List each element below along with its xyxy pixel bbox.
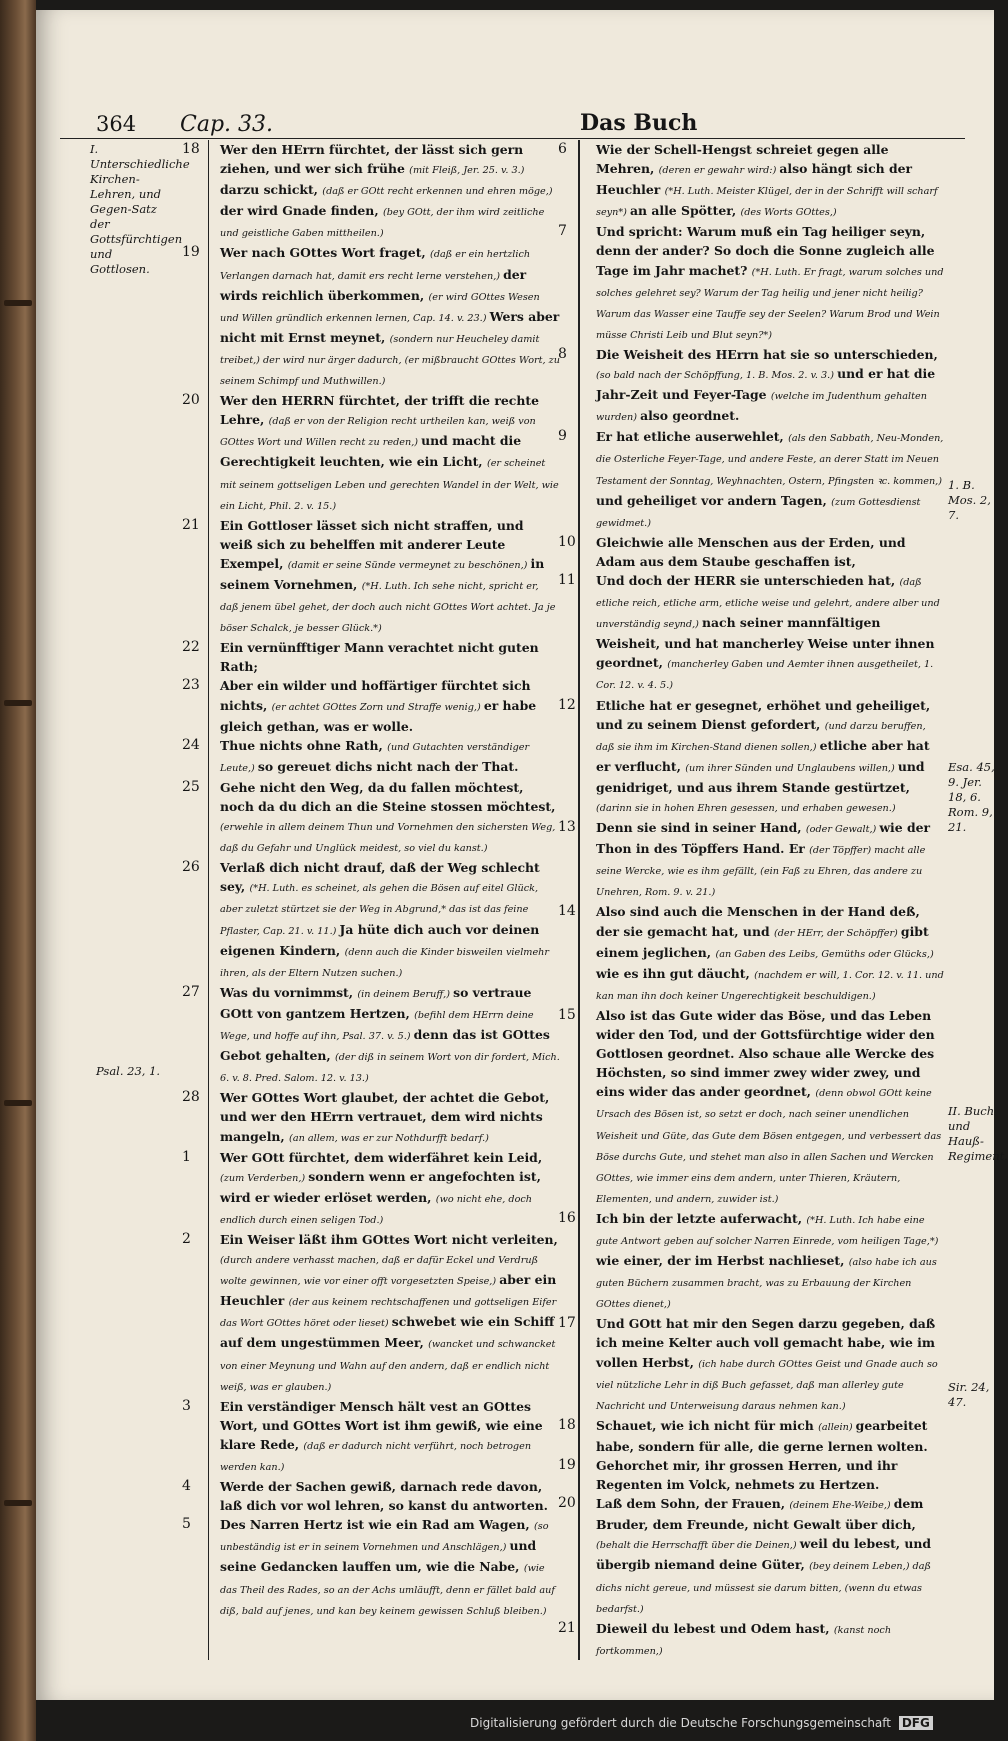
- verse-text: Und spricht: Warum muß ein Tag heiliger seyn, denn der ander? So doch die Sonne zugleich alle Tage im Jahr machet?: [596, 224, 935, 278]
- verse: [558, 427, 944, 532]
- verse-gloss: (an Gaben des Leibs, Gemüths oder Glücks,): [715, 948, 934, 960]
- verse-gloss: (bey deinem Leben,) daß dichs nicht gereue, und müssest sie darum bitten, (wenn du etwas bedarfst.): [596, 1561, 931, 1615]
- verse-gloss: (befihl dem HErrn deine Wege, und hoffe auf ihn, Psal. 37. v. 5.): [220, 1009, 534, 1043]
- verse-gloss: (welche im Judenthum gehalten wurden): [596, 391, 927, 424]
- verse: [182, 1088, 560, 1147]
- verse: [182, 140, 560, 243]
- verse-text: wie der Thon in des Töpffers Hand.: [596, 820, 931, 857]
- verse-number: 24: [182, 736, 200, 753]
- verse-gloss: (wo nicht ehe, doch endlich durch einen seligen Tod.): [220, 1193, 533, 1226]
- verse: [558, 818, 944, 902]
- verse-text: Laß dem Sohn, der Frauen,: [596, 1496, 790, 1512]
- verse-text: Etliche hat er gesegnet, erhöhet und geheiliget, und zu seinem Dienst gefordert,: [596, 697, 931, 732]
- verse-number: 2: [182, 1230, 191, 1247]
- verse: [558, 140, 944, 222]
- verse: [182, 1477, 560, 1515]
- verse-text: Ein Weiser läßt ihm GOttes Wort nicht verleiten,: [220, 1231, 558, 1247]
- verse-gloss: (damit er seine Sünde vermeynet zu beschönen,): [287, 559, 531, 571]
- verse: [558, 533, 944, 571]
- page-number: 364: [96, 112, 137, 136]
- verse-gloss: (deinem Ehe-Weibe,): [789, 1500, 894, 1512]
- verse-gloss: (wancket und schwancket von einer Meynung und Wahn auf den andern, daß er endlich nicht weiß, was er glauben.): [220, 1339, 556, 1393]
- verse-gloss: (daß er dadurch nicht verführt, noch betrogen werden kan.): [220, 1440, 532, 1473]
- verse-text: also geordnet.: [640, 408, 740, 424]
- verse-text: Also sind auch die Menschen in der Hand deß, der sie gemacht hat, und: [596, 904, 920, 939]
- verse: [558, 696, 944, 819]
- verse-gloss: (behalt die Herrschafft über die Deinen,): [596, 1540, 800, 1552]
- verse-text: so gereuet dichs nicht nach der That.: [257, 758, 519, 774]
- verse-text: denn das ist GOttes Gebot gehalten,: [220, 1027, 550, 1064]
- verse-number: 11: [558, 571, 576, 588]
- verse: [558, 1209, 944, 1314]
- verse: [182, 1515, 560, 1620]
- verse: [558, 1416, 944, 1456]
- verse-gloss: (in deinem Beruff,): [357, 988, 454, 1000]
- verse-gloss: (daß er GOtt recht erkennen und ehren möge,): [322, 186, 553, 198]
- running-header: [60, 108, 965, 139]
- verse-gloss: (nachdem er will, 1. Cor. 12. v. 11. und kan man ihn doch keiner Ungerechtigkeit beschuldigen.): [596, 969, 944, 1002]
- verse-number: 26: [182, 859, 200, 876]
- verse-number: 12: [558, 696, 576, 713]
- verse-gloss: (der aus keinem rechtschaffenen und gottseligen Eifer das Wort GOttes höret oder lieset): [220, 1297, 557, 1330]
- verse: [182, 858, 560, 983]
- verse-text: Gehe nicht den Weg, da du fallen möchtest, noch da du dich an die Steine stossen möchtest,: [220, 779, 556, 814]
- digitization-credit: [470, 1716, 933, 1730]
- verse-gloss: (er scheinet mit seinem gottseligen Leben und gerechten Wandel in der Welt, wie ein Licht, Phil. 2. v. 15.): [220, 458, 559, 512]
- right-margin-note-3: II. Buch und Hauß-Regiment.: [948, 1104, 1008, 1163]
- verse-number: 28: [182, 1089, 200, 1106]
- verse-gloss: (*H. Luth. Ich sehe nicht, spricht er, daß jenem übel gehet, der doch auch nicht GOttes Wort achtet. Ja je böser Schalck, je besser Glück.*): [220, 580, 556, 635]
- verse-text: Verlaß dich nicht drauf, daß der Weg schlecht sey,: [220, 860, 540, 895]
- verse-text: Ein vernünfftiger Mann verachtet nicht guten Rath;: [220, 640, 539, 675]
- verse-gloss: (zum Gottesdienst gewidmet.): [596, 496, 921, 529]
- verse-text: gibt einem jeglichen,: [596, 923, 929, 960]
- verse: [182, 516, 560, 639]
- verse-number: 20: [182, 392, 200, 409]
- verse-number: 3: [182, 1397, 191, 1414]
- verse-number: 27: [182, 983, 200, 1000]
- verse-number: 18: [558, 1416, 576, 1433]
- verse-text: an alle Spötter,: [630, 203, 741, 219]
- verse: [182, 243, 560, 391]
- verse-text: aber ein Heuchler: [220, 1272, 557, 1309]
- verse-number: 23: [182, 677, 200, 694]
- verse-text: Schauet, wie ich nicht für mich: [596, 1417, 819, 1433]
- verse-text: Werde der Sachen gewiß, darnach rede davon, laß dich vor wol lehren, so kanst du antworten.: [220, 1479, 548, 1514]
- verse-gloss: (allein): [818, 1421, 856, 1433]
- verse-number: 7: [558, 223, 567, 240]
- verse-text: und genidriget, und aus ihrem Stande gestürtzet,: [596, 758, 925, 795]
- verse-number: 17: [558, 1315, 576, 1332]
- verse-gloss: (an allem, was er zur Nothdurfft bedarf.): [289, 1132, 489, 1144]
- verse-text: Und doch der HERR sie unterschieden hat,: [596, 572, 900, 588]
- verse-number: 25: [182, 778, 200, 795]
- verse-text: Wer GOtt fürchtet, dem widerfähret kein Leid,: [220, 1149, 543, 1165]
- verse-text: Dieweil du lebest und Odem hast,: [596, 1620, 834, 1636]
- verse: [558, 1006, 944, 1209]
- verse-text: Wie der Schell-Hengst schreiet gegen alle Mehren,: [596, 142, 889, 177]
- verse-text: Wer den HERRN fürchtet, der trifft die rechte Lehre,: [220, 393, 539, 428]
- verse: [558, 1494, 944, 1619]
- verse-text: Wer GOttes Wort glaubet, der achtet die Gebot, und wer den HErrn vertrauet, dem wird nichts mangeln,: [220, 1090, 550, 1144]
- verse-gloss: (mancherley Gaben und Aemter ihnen ausgetheilet, 1. Cor. 12. v. 4. 5.): [596, 659, 934, 692]
- verse-text: darzu schickt,: [220, 182, 323, 198]
- verse: [558, 902, 944, 1005]
- verse-text: weil du lebest, und übergib niemand deine Güter,: [596, 1536, 932, 1573]
- verse: [182, 983, 560, 1088]
- verse-number: 21: [558, 1619, 576, 1636]
- verse-text: Was du vornimmst,: [220, 984, 358, 1000]
- verse-number: 9: [558, 428, 567, 445]
- verse-text: und er hat die Jahr-Zeit und Feyer-Tage: [596, 366, 936, 403]
- verse-text: gearbeitet habe, sondern für alle, die gerne lernen wolten.: [596, 1417, 928, 1454]
- dfg-logo: DFG: [899, 1716, 933, 1730]
- verse-number: 22: [182, 639, 200, 656]
- verse-text: Wer den HErrn fürchtet, der lässt sich gern ziehen, und wer sich frühe: [220, 142, 524, 177]
- right-margin-note-2: Esa. 45, 9. Jer. 18, 6. Rom. 9, 21.: [948, 760, 995, 834]
- verse-gloss: (er wird GOttes Wesen und Willen gründlich erkennen lernen, Cap. 14. v. 23.): [220, 291, 540, 324]
- verse-text: und macht die Gerechtigkeit leuchten, wie ein Licht,: [220, 433, 522, 470]
- verse-text: Denn sie sind in seiner Hand,: [596, 820, 806, 836]
- verse-text: Er: [788, 841, 810, 857]
- verse-text: der wirds reichlich überkommen,: [220, 266, 527, 303]
- verse-gloss: (deren er gewahr wird:): [658, 165, 780, 177]
- verse-text: Ja hüte dich auch vor deinen eigenen Kindern,: [220, 921, 540, 958]
- verse-gloss: (wie das Theil des Rades, so an der Achs umläufft, denn er fället bald auf diß, bald auf jenes, und kan bey keinem gewissen Schluß bleiben.): [220, 1563, 555, 1617]
- verse-text: sondern wenn er angefochten ist, wird er wieder erlöset werden,: [220, 1168, 541, 1205]
- verse-gloss: (er achtet GOttes Zorn und Straffe wenig,): [271, 701, 484, 713]
- verse-text: in seinem Vornehmen,: [220, 555, 545, 592]
- verse-text: Des Narren Hertz ist wie ein Rad am Wagen,: [220, 1517, 535, 1533]
- verse-gloss: (so unbeständig ist er in seinem Vornehmen und Anschlägen,): [220, 1521, 549, 1554]
- verse-gloss: (bey GOtt, der ihm wird zeitliche und geistliche Gaben mittheilen.): [220, 207, 545, 240]
- verse-text: Ein verständiger Mensch hält vest an GOttes Wort, und GOttes Wort ist ihm gewiß, wie eine klare Rede,: [220, 1398, 543, 1452]
- right-margin-note-1: 1. B. Mos. 2, 7.: [948, 478, 991, 522]
- verse-gloss: (der HErr, der Schöpffer): [773, 927, 901, 939]
- verse-text: also hängt sich der Heuchler: [596, 161, 913, 198]
- verse-number: 4: [182, 1478, 191, 1495]
- book-title: Das Buch: [580, 110, 698, 136]
- verse-text: und seine Gedancken lauffen um, wie die Nabe,: [220, 1538, 537, 1575]
- verse-gloss: (also habe ich aus guten Büchern zusammen bracht, was zu Erbauung der Kirchen GOttes dienet,): [596, 1257, 937, 1311]
- verse-gloss: (denn auch die Kinder bisweilen vielmehr ihren, als der Eltern Nutzen suchen.): [220, 946, 549, 979]
- verse-gloss: (der diß in seinem Wort von dir fordert, Mich. 6. v. 8. Pred. Salom. 12. v. 13.): [220, 1052, 560, 1085]
- verse-gloss: (und Gutachten verständiger Leute,): [220, 741, 530, 774]
- verse: [182, 391, 560, 516]
- verse-number: 21: [182, 516, 200, 533]
- verse: [182, 1397, 560, 1477]
- verse-gloss: (daß er ein hertzlich Verlangen darnach hat, damit ers recht lerne verstehen,): [220, 249, 531, 282]
- verse-text: wie es ihn gut däucht,: [596, 965, 755, 981]
- verse-number: 19: [182, 244, 200, 261]
- verse-number: 13: [558, 819, 576, 836]
- verse-gloss: (kanst noch fortkommen,): [596, 1624, 892, 1657]
- verse: [182, 778, 560, 858]
- verse-gloss: (oder Gewalt,): [805, 824, 880, 836]
- verse: [182, 638, 560, 676]
- verse-gloss: (der Töpffer) macht alle seine Wercke, wie es ihm gefällt, (ein Faß zu Ehren, das andere zu Unehren, Rom. 9. v. 21.): [596, 845, 926, 899]
- verse: [558, 345, 944, 427]
- verse-gloss: (*H. Luth. Er fragt, warum solches und solches gelehret sey? Warum der Tag heilig und jener nicht heilig? Warum das Wasser eine Tauffe sey der Seelen? Warum Brod und Wein müsse Christi Leib und Blut seyn?*): [596, 266, 944, 341]
- verse-number: 18: [182, 141, 200, 157]
- verse-text: Gleichwie alle Menschen aus der Erden, und Adam aus dem Staube geschaffen ist,: [596, 534, 906, 569]
- verse: [558, 222, 944, 345]
- chapter-label: Cap. 33.: [180, 112, 274, 137]
- verse-number: 19: [558, 1457, 576, 1473]
- verse-text: etliche aber hat er verflucht,: [596, 737, 930, 774]
- verse: [558, 1456, 944, 1494]
- verse-gloss: (als den Sabbath, Neu-Monden, die Osterliche Feyer-Tage, und andere Feste, an derer Statt im Neuen Testament der Sonntag, Weyhnachten, Ostern, Pfingsten ꝛc. kommen,): [596, 433, 944, 487]
- verse-text: dem Bruder, dem Freunde, nicht Gewalt über dich,: [596, 1496, 924, 1533]
- verse-gloss: (ich habe durch GOttes Geist und Gnade auch so viel nützliche Lehr in diß Buch gefasset, daß man allerley gute Nachricht und Unterweisung daraus nehmen kan.): [596, 1358, 938, 1412]
- verse-text: Thue nichts ohne Rath,: [220, 737, 388, 753]
- verse-text: und geheiliget vor andern Tagen,: [596, 492, 832, 508]
- verse: [558, 1314, 944, 1415]
- verse-gloss: (zum Verderben,): [220, 1172, 309, 1184]
- verse-gloss: (*H. Luth. Ich habe eine gute Antwort geben auf solcher Narren Einrede, vom heiligen Tage,*): [596, 1214, 939, 1247]
- column-divider-left: [208, 140, 209, 1660]
- verse-gloss: (sondern nur Heucheley damit treibet,) der wird nur ärger dadurch, (er mißbraucht GOttes Wort, zu seinem Schimpf und Muthwillen.): [220, 333, 560, 388]
- verse-text: Ich bin der letzte auferwacht,: [596, 1210, 807, 1226]
- verse-number: 1: [182, 1148, 191, 1165]
- verse-text: Er hat etliche auserwehlet,: [596, 429, 789, 445]
- verse-gloss: (erwehle in allem deinem Thun und Vornehmen den sichersten Weg, daß du Gefahr und Unglück meidest, so viel du kanst.): [220, 822, 556, 855]
- right-text-column: [558, 140, 944, 1661]
- verse-text: so vertraue GOtt von gantzem Hertzen,: [220, 984, 532, 1021]
- verse-gloss: (daß er von der Religion recht urtheilen kan, weiß von GOttes Wort und Willen recht zu reden,): [220, 416, 536, 449]
- verse-text: Ein Gottloser lässet sich nicht straffen, und weiß sich zu behelffen mit anderer Leute Exempel,: [220, 517, 524, 571]
- verse-text: schwebet wie ein Schiff auf dem ungestümmen Meer,: [220, 1314, 555, 1351]
- verse-text: Und GOtt hat mir den Segen darzu gegeben, daß ich meine Kelter auch voll gemacht habe, wie im vollen Herbst,: [596, 1316, 936, 1370]
- verse-number: 10: [558, 533, 576, 550]
- verse-gloss: (mit Fleiß, Jer. 25. v. 3.): [409, 165, 525, 177]
- verse-gloss: (daß etliche reich, etliche arm, etliche weise und gelehrt, andere alber und unverständig seynd,): [596, 576, 940, 631]
- verse: [558, 571, 944, 696]
- verse-gloss: (denn obwol GOtt keine Ursach des Bösen ist, so setzt er doch, nach seiner unendlichen Weisheit und Güte, das Gute dem Bösen entgegen, und verbessert das Böse durchs Gute, und stehet man also in allen Sachen und Wercken GOttes, wie immer eins dem andern, unter Thieren, Kräutern, Elementen, und andern, zuwider ist.): [596, 1088, 942, 1205]
- verse: [182, 1230, 560, 1397]
- book-binding-edge: [0, 0, 36, 1741]
- verse: [182, 676, 560, 735]
- verse-number: 5: [182, 1516, 191, 1533]
- verse-text: Wer nach GOttes Wort fraget,: [220, 245, 431, 261]
- verse-text: Die Weisheit des HErrn hat sie so unterschieden,: [596, 346, 938, 362]
- verse-number: 15: [558, 1006, 576, 1023]
- verse-text: der wird Gnade finden,: [220, 203, 383, 219]
- verse-text: nach seiner mannfältigen Weisheit, und hat mancherley Weise unter ihnen geordnet,: [596, 615, 935, 671]
- verse-text: Gehorchet mir, ihr grossen Herren, und ihr Regenten im Volck, nehmets zu Hertzen.: [596, 1458, 898, 1493]
- column-divider-center: [578, 140, 580, 1660]
- verse-number: 16: [558, 1209, 576, 1226]
- verse-number: 20: [558, 1495, 576, 1512]
- verse: [182, 1148, 560, 1230]
- verse-number: 8: [558, 345, 567, 362]
- verse: [182, 736, 560, 778]
- verse-gloss: (und darzu beruffen, daß sie ihm im Kirchen-Stand dienen sollen,): [596, 720, 926, 753]
- left-margin-psalm-note: Psal. 23, 1.: [96, 1064, 161, 1078]
- verse-number: 14: [558, 903, 576, 920]
- verse-text: Aber ein wilder und hoffärtiger fürchtet sich nichts,: [220, 678, 531, 713]
- verse-text: Wers aber nicht mit Ernst meynet,: [220, 308, 560, 345]
- verse-gloss: (darinn sie in hohen Ehren gesessen, und erhaben gewesen.): [596, 803, 896, 814]
- left-margin-note: I. Unterschiedliche Kirchen-Lehren, und Gegen-Satz der Gottsfürchtigen und Gottlosen.: [90, 142, 190, 276]
- verse-text: Also ist das Gute wider das Böse, und das Leben wider den Tod, und der Gottsfürchtige wider den Gottlosen geordnet. Also schaue alle Wercke des Höchsten, so sind immer zwey wider zwey, und eins wider das ander geordnet,: [596, 1007, 935, 1100]
- verse-gloss: (so bald nach der Schöpffung, 1. B. Mos. 2. v. 3.): [596, 370, 838, 382]
- verse-gloss: (*H. Luth. Meister Klügel, der in der Schrifft will scharf seyn*): [596, 186, 938, 219]
- credit-text: Digitalisierung gefördert durch die Deutsche Forschungsgemeinschaft: [470, 1716, 892, 1730]
- verse: [558, 1619, 944, 1661]
- right-margin-note-4: Sir. 24, 47.: [948, 1380, 990, 1409]
- verse-text: wie einer, der im Herbst nachlieset,: [596, 1253, 849, 1269]
- left-text-column: [182, 140, 560, 1621]
- verse-gloss: (um ihrer Sünden und Unglaubens willen,): [685, 762, 898, 774]
- verse-gloss: (*H. Luth. es scheinet, als gehen die Bösen auf eitel Glück, aber zuletzt stürtzet sie der Weg in Abgrund,* das ist das feine Pflaster, Cap. 21. v. 11.): [220, 883, 539, 937]
- verse-gloss: (des Worts GOttes,): [740, 207, 837, 219]
- verse-gloss: (durch andere verhasst machen, daß er dafür Eckel und Verdruß wolte gewinnen, wie vor einer offt vorgesetzten Speise,): [220, 1255, 539, 1288]
- verse-number: 6: [558, 141, 567, 157]
- verse-text: er habe gleich gethan, was er wolle.: [220, 697, 537, 734]
